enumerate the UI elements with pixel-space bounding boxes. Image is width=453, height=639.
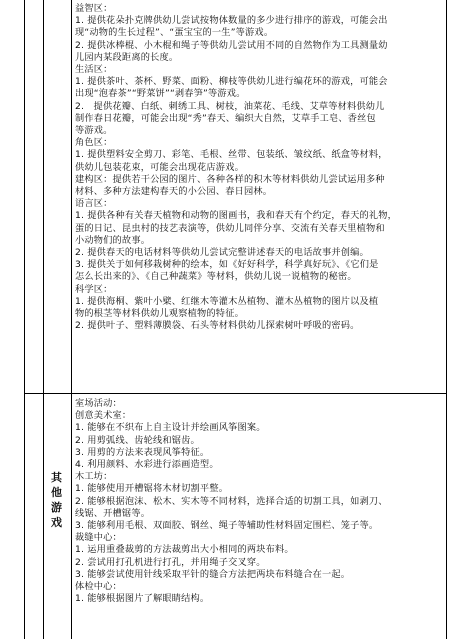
text-line: 小动物们的故事。 (75, 234, 151, 246)
text-line: 2. 能够根据泡沫、松木、实木等不同材料，选择合适的切割工具，如剥刀、 (75, 495, 388, 507)
text-line: 2. 提供叶子、塑料薄膜袋、石头等材料供幼儿探索树叶呼吸的密码。 (75, 320, 360, 332)
label-char: 其 (51, 471, 62, 484)
text-line: 1. 提供各种有关春天植物和动物的图画书，我和春天有个约定，春天的礼物， (75, 210, 398, 222)
text-line: 益智区： (75, 3, 113, 14)
text-line: 儿园内某段距离的长度。 (75, 51, 179, 63)
text-line: 科学区： (75, 283, 113, 295)
text-line: 出现“泡春茶”“野菜饼”“剥春笋”等游戏。 (75, 88, 246, 100)
text-line: 建构区：提供若干公园的图片、各种各样的积木等材料供幼儿尝试运用多种 (75, 173, 385, 185)
text-line: 4. 利用颜料、水彩进行添画造型。 (75, 459, 219, 471)
text-line: 体检中心： (75, 581, 122, 593)
other-games-text (75, 398, 442, 605)
text-line: 裁缝中心： (75, 532, 122, 544)
label-char: 游 (51, 501, 62, 514)
text-line: 创意美术室： (75, 410, 132, 422)
text-line: 等游戏。 (75, 125, 113, 137)
area-games-cell (72, 0, 447, 393)
text-line: 蛋的日记、昆虫村的技艺表演等，供幼儿同伴分享、交流有关春天里植物和 (75, 222, 385, 234)
text-line: 1. 提供茶叶、茶杯、野菜、面粉、柳枝等供幼儿进行编花环的游戏，可能会 (75, 76, 388, 88)
area-games-text (75, 3, 442, 332)
text-line: 2. 尝试用打孔机进行打孔，并用绳子交叉穿。 (75, 556, 266, 568)
row-index-cell (24, 0, 44, 393)
text-line: 1. 运用重叠裁剪的方法裁剪出大小相同的两块布料。 (75, 544, 294, 556)
text-line: 2. 提供花瓣、白纸、刺绣工具、树枝，油菜花、毛线、艾草等材料供幼儿 (75, 100, 385, 112)
document-table (24, 0, 447, 639)
text-line: 3. 能够尝试使用针线采取平针的缝合方法把两块布料缝合在一起。 (75, 568, 351, 580)
other-games-cell (72, 394, 447, 639)
text-line: 供幼儿包装花束，可能会出现花店游戏。 (75, 161, 244, 173)
row-label-cell (42, 0, 72, 393)
text-line: 语言区： (75, 198, 113, 210)
text-line: 1. 能够使用开槽锯将木材切割平整。 (75, 483, 229, 495)
text-line: 1. 能够在不织布上自主设计并绘画风筝图案。 (75, 422, 266, 434)
text-line: 生活区： (75, 64, 113, 76)
row-index-cell (24, 394, 44, 639)
text-line: 1. 提供海桐、紫叶小檗、红继木等灌木丛植物、灌木丛植物的图片以及植 (75, 295, 379, 307)
other-games-label (42, 470, 71, 530)
text-line: 现“动物的生长过程”、“蛋宝宝的一生”等游戏。 (75, 27, 274, 39)
text-line: 制作春日花瓣，可能会出现“秀”春天、编织大自然，艾草手工皂、香丝包 (75, 112, 376, 124)
text-line: 木工坊： (75, 471, 113, 483)
text-line: 2. 用剪弧线、齿轮线和锯齿。 (75, 434, 200, 446)
text-line: 线锯、开槽锯等。 (75, 507, 151, 519)
text-line: 2. 提供春天的电话材料等供幼儿尝试完整讲述春天的电话故事并创编。 (75, 247, 369, 259)
text-line: 1. 提供塑料安全剪刀、彩笔、毛根、丝带、包装纸、皱纹纸、纸盒等材料， (75, 149, 388, 161)
label-char: 戏 (51, 516, 62, 529)
text-line: 材料、多种方法建构春天的小公园、春日园林。 (75, 186, 273, 198)
other-games-label-cell (42, 394, 72, 639)
text-line: 角色区： (75, 137, 113, 149)
text-line: 3. 提供关于如何移栽树种的绘本，如《好好科学，科学真好玩》、《它们是 (75, 259, 379, 271)
text-line: 3. 能够利用毛根、双面胶、钢丝、绳子等辅助性材料固定围栏、笼子等。 (75, 520, 379, 532)
label-char: 他 (51, 486, 62, 499)
text-line: 怎么长出来的》、《自己种蔬菜》等材料，供幼儿说一说植物的秘密。 (75, 271, 357, 283)
text-line: 2. 提供冰棒棍、小木棍和绳子等供幼儿尝试用不同的自然物作为工具测量幼 (75, 39, 388, 51)
text-line: 1. 能够根据图片了解眼睛结构。 (75, 593, 210, 605)
text-line: 3. 用剪的方法来表现风筝特征。 (75, 446, 210, 458)
text-line: 室场活动： (75, 398, 122, 409)
text-line: 1. 提供花朵扑克牌供幼儿尝试按物体数量的多少进行排序的游戏，可能会出 (75, 15, 388, 27)
text-line: 物的根茎等材料供幼儿观察植物的特征。 (75, 308, 244, 320)
